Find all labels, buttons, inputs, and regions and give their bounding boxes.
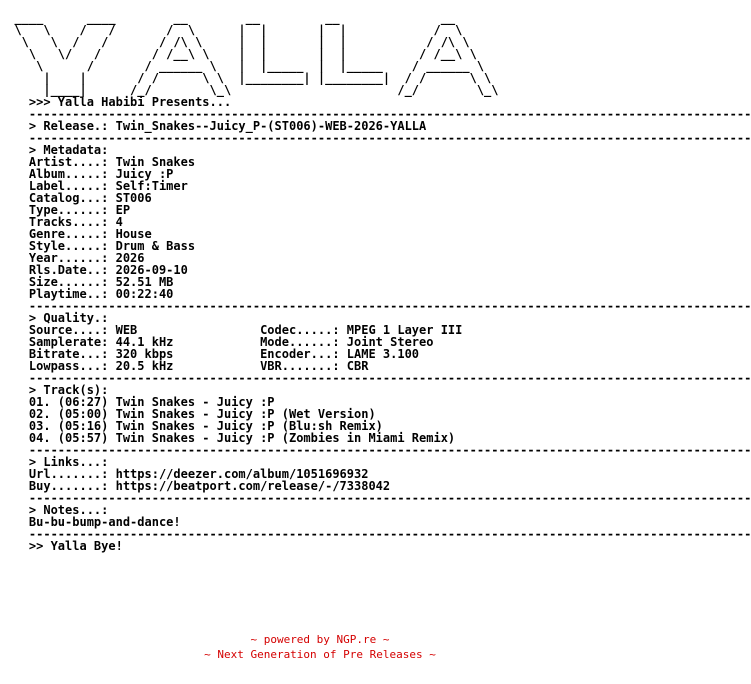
divider-line: ---------------------------------------------------------------------------------------------------- [0,527,751,541]
logo-line: ____ ____ __ __ __ __ [0,11,456,25]
nfo-line: > Metadata: [0,143,109,157]
nfo-line: 02. (05:00) Twin Snakes - Juicy :P (Wet Version) [0,407,376,421]
nfo-line: Bu-bu-bump-and-dance! [0,515,181,529]
nfo-line: Source....: WEB Codec.....: MPEG 1 Layer III [0,323,463,337]
nfo-line: Label.....: Self:Timer [0,179,188,193]
nfo-line: Size......: 52.51 MB [0,275,174,289]
nfo-line: > Quality.: [0,311,109,325]
nfo-line: Samplerate: 44.1 kHz Mode......: Joint Stereo [0,335,434,349]
nfo-line: Genre.....: House [0,227,152,241]
nfo-line: Url.......: https://deezer.com/album/1051696932 [0,467,369,481]
nfo-line: Style.....: Drum & Bass [0,239,196,253]
nfo-line: Buy.......: https://beatport.com/release/-/7338042 [0,479,391,493]
nfo-line: > Track(s): [0,383,109,397]
logo-line: \ / / ______ \ | |_____ | |_____ / ______ \ [0,59,485,73]
nfo-line: Album.....: Juicy :P [0,167,174,181]
nfo-line: > Release.: Twin_Snakes--Juicy_P-(ST006)-WEB-2026-YALLA [0,119,427,133]
nfo-line: Catalog...: ST006 [0,191,152,205]
powered-by-text: ~ powered by NGP.re ~ [250,633,390,646]
nfo-line: Type......: EP [0,203,131,217]
nfo-line: Playtime..: 00:22:40 [0,287,174,301]
divider-line: ---------------------------------------------------------------------------------------------------- [0,371,751,385]
nfo-line: Rls.Date..: 2026-09-10 [0,263,188,277]
divider-line: ---------------------------------------------------------------------------------------------------- [0,491,751,505]
footer [0,632,640,662]
logo-line: \ \/ / / /__\ \ | | | | / /__\ \ [0,47,477,61]
nfo-line: 03. (05:16) Twin Snakes - Juicy :P (Blu:sh Remix) [0,419,383,433]
logo-line: \ \ / / / \ | | | | / \ [0,23,463,37]
nfo-text [0,11,751,553]
nfo-line: Tracks....: 4 [0,215,123,229]
divider-line: ---------------------------------------------------------------------------------------------------- [0,131,751,145]
nfo-line: > Notes...: [0,503,109,517]
nfo-line: Year......: 2026 [0,251,145,265]
logo-line: |____| /_/ \_\ /_/ \_\ [0,83,499,97]
nfo-line: Bitrate...: 320 kbps Encoder...: LAME 3.100 [0,347,420,361]
nfo-line: >> Yalla Bye! [0,539,123,553]
nfo-line: > Links...: [0,455,109,469]
nfo-line: 04. (05:57) Twin Snakes - Juicy :P (Zombies in Miami Remix) [0,431,456,445]
nfo-line: Lowpass...: 20.5 kHz VBR.......: CBR [0,359,369,373]
divider-line: ---------------------------------------------------------------------------------------------------- [0,107,751,121]
logo-line: | | / / \ \ |________| |________| / / \ \ [0,71,492,85]
nfo-line: 01. (06:27) Twin Snakes - Juicy :P [0,395,275,409]
nfo-line: Artist....: Twin Snakes [0,155,196,169]
divider-line: ---------------------------------------------------------------------------------------------------- [0,299,751,313]
logo-line: \ \ / / / /\ \ | | | | / /\ \ [0,35,470,49]
tagline-text: ~ Next Generation of Pre Releases ~ [204,648,436,661]
nfo-line: >>> Yalla Habibi Presents... [0,95,232,109]
divider-line: ---------------------------------------------------------------------------------------------------- [0,443,751,457]
